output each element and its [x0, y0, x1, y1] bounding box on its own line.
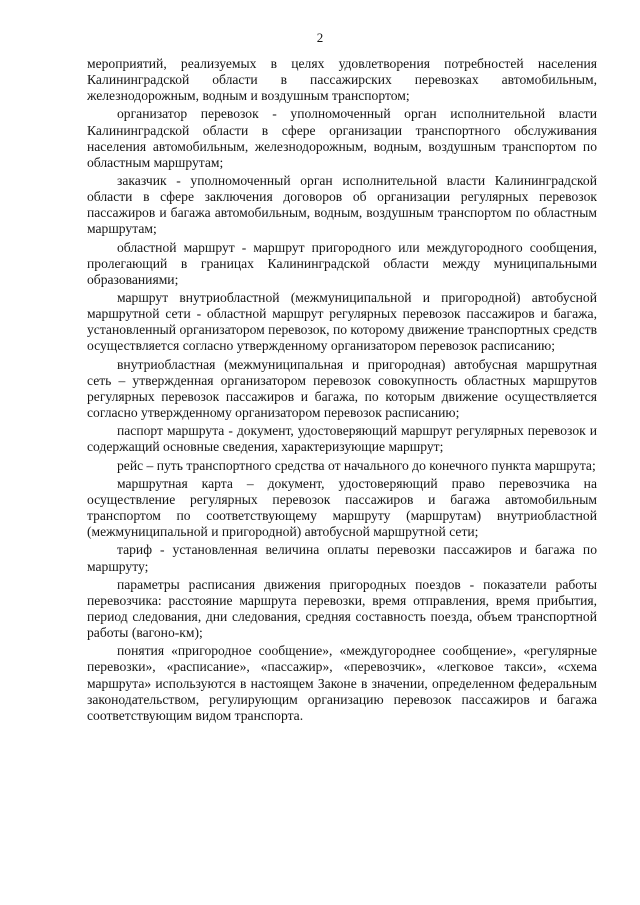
paragraph-intraregional-route: маршрут внутриобластной (межмуниципальной и пригородной) автобусной маршрутной сети - областной маршрут регулярных перевозок пассажиров и багажа, установленный организатором перевозок, по которому движение транспортных средств осуществляется согласно утвержденному организатором перевозок расписанию;	[87, 290, 597, 354]
page-number: 2	[316, 30, 324, 45]
paragraph-train-schedule: параметры расписания движения пригородных поездов - показатели работы перевозчика: расстояние маршрута перевозки, время отправления, время прибытия, период следования, дни следования, средняя составность поезда, объем транспортной работы (вагоно-км);	[87, 576, 597, 641]
paragraph-transport-organizer: организатор перевозок - уполномоченный орган исполнительной власти Калининградской области в сфере организации транспортного обслуживания населения автомобильным, железнодорожным, водным, воздушным транспортом по областным маршрутам;	[87, 106, 597, 170]
paragraph-trip: рейс – путь транспортного средства от начального до конечного пункта маршрута;	[117, 457, 596, 473]
paragraph-customer: заказчик - уполномоченный орган исполнительной власти Калининградской области в сфере заключения договоров об организации регулярных перевозок пассажиров и багажа автомобильным, водным, воздушным транспортом по областным маршрутам;	[87, 173, 597, 237]
document-body	[87, 56, 597, 726]
paragraph-route-network: внутриобластная (межмуниципальная и пригородная) автобусная маршрутная сеть – утвержденная организатором перевозок совокупность областных маршрутов регулярных перевозок пассажиров и багажа, по которым движение осуществляется согласно утвержденному организатором перевозок расписанию;	[87, 356, 597, 420]
paragraph-tariff: тариф - установленная величина оплаты перевозки пассажиров и багажа по маршруту;	[87, 542, 597, 574]
paragraph-regional-route: областной маршрут - маршрут пригородного или междугородного сообщения, пролегающий в границах Калининградской области между муниципальными образованиями;	[87, 239, 597, 287]
paragraph-route-passport: паспорт маршрута - документ, удостоверяющий маршрут регулярных перевозок и содержащий основные сведения, характеризующие маршрут;	[87, 423, 597, 455]
paragraph-concepts: понятия «пригородное сообщение», «междугороднее сообщение», «регулярные перевозки», «расписание», «пассажир», «перевозчик», «легковое такси», «схема маршрута» используются в настоящем Законе в значении, определенном федеральным законодательством, регулирующим организацию перевозок пассажиров и багажа соответствующим видом транспорта.	[87, 643, 597, 723]
paragraph-continuation: мероприятий, реализуемых в целях удовлетворения потребностей населения Калининградской области в пассажирских перевозках автомобильным, железнодорожным, водным и воздушным транспортом;	[87, 56, 597, 104]
paragraph-route-card: маршрутная карта – документ, удостоверяющий право перевозчика на осуществление регулярных перевозок пассажиров и багажа автомобильным транспортом по соответствующему маршруту (маршрутам) внутриобластной (межмуниципальной и пригородной) автобусной маршрутной сети;	[87, 475, 597, 540]
